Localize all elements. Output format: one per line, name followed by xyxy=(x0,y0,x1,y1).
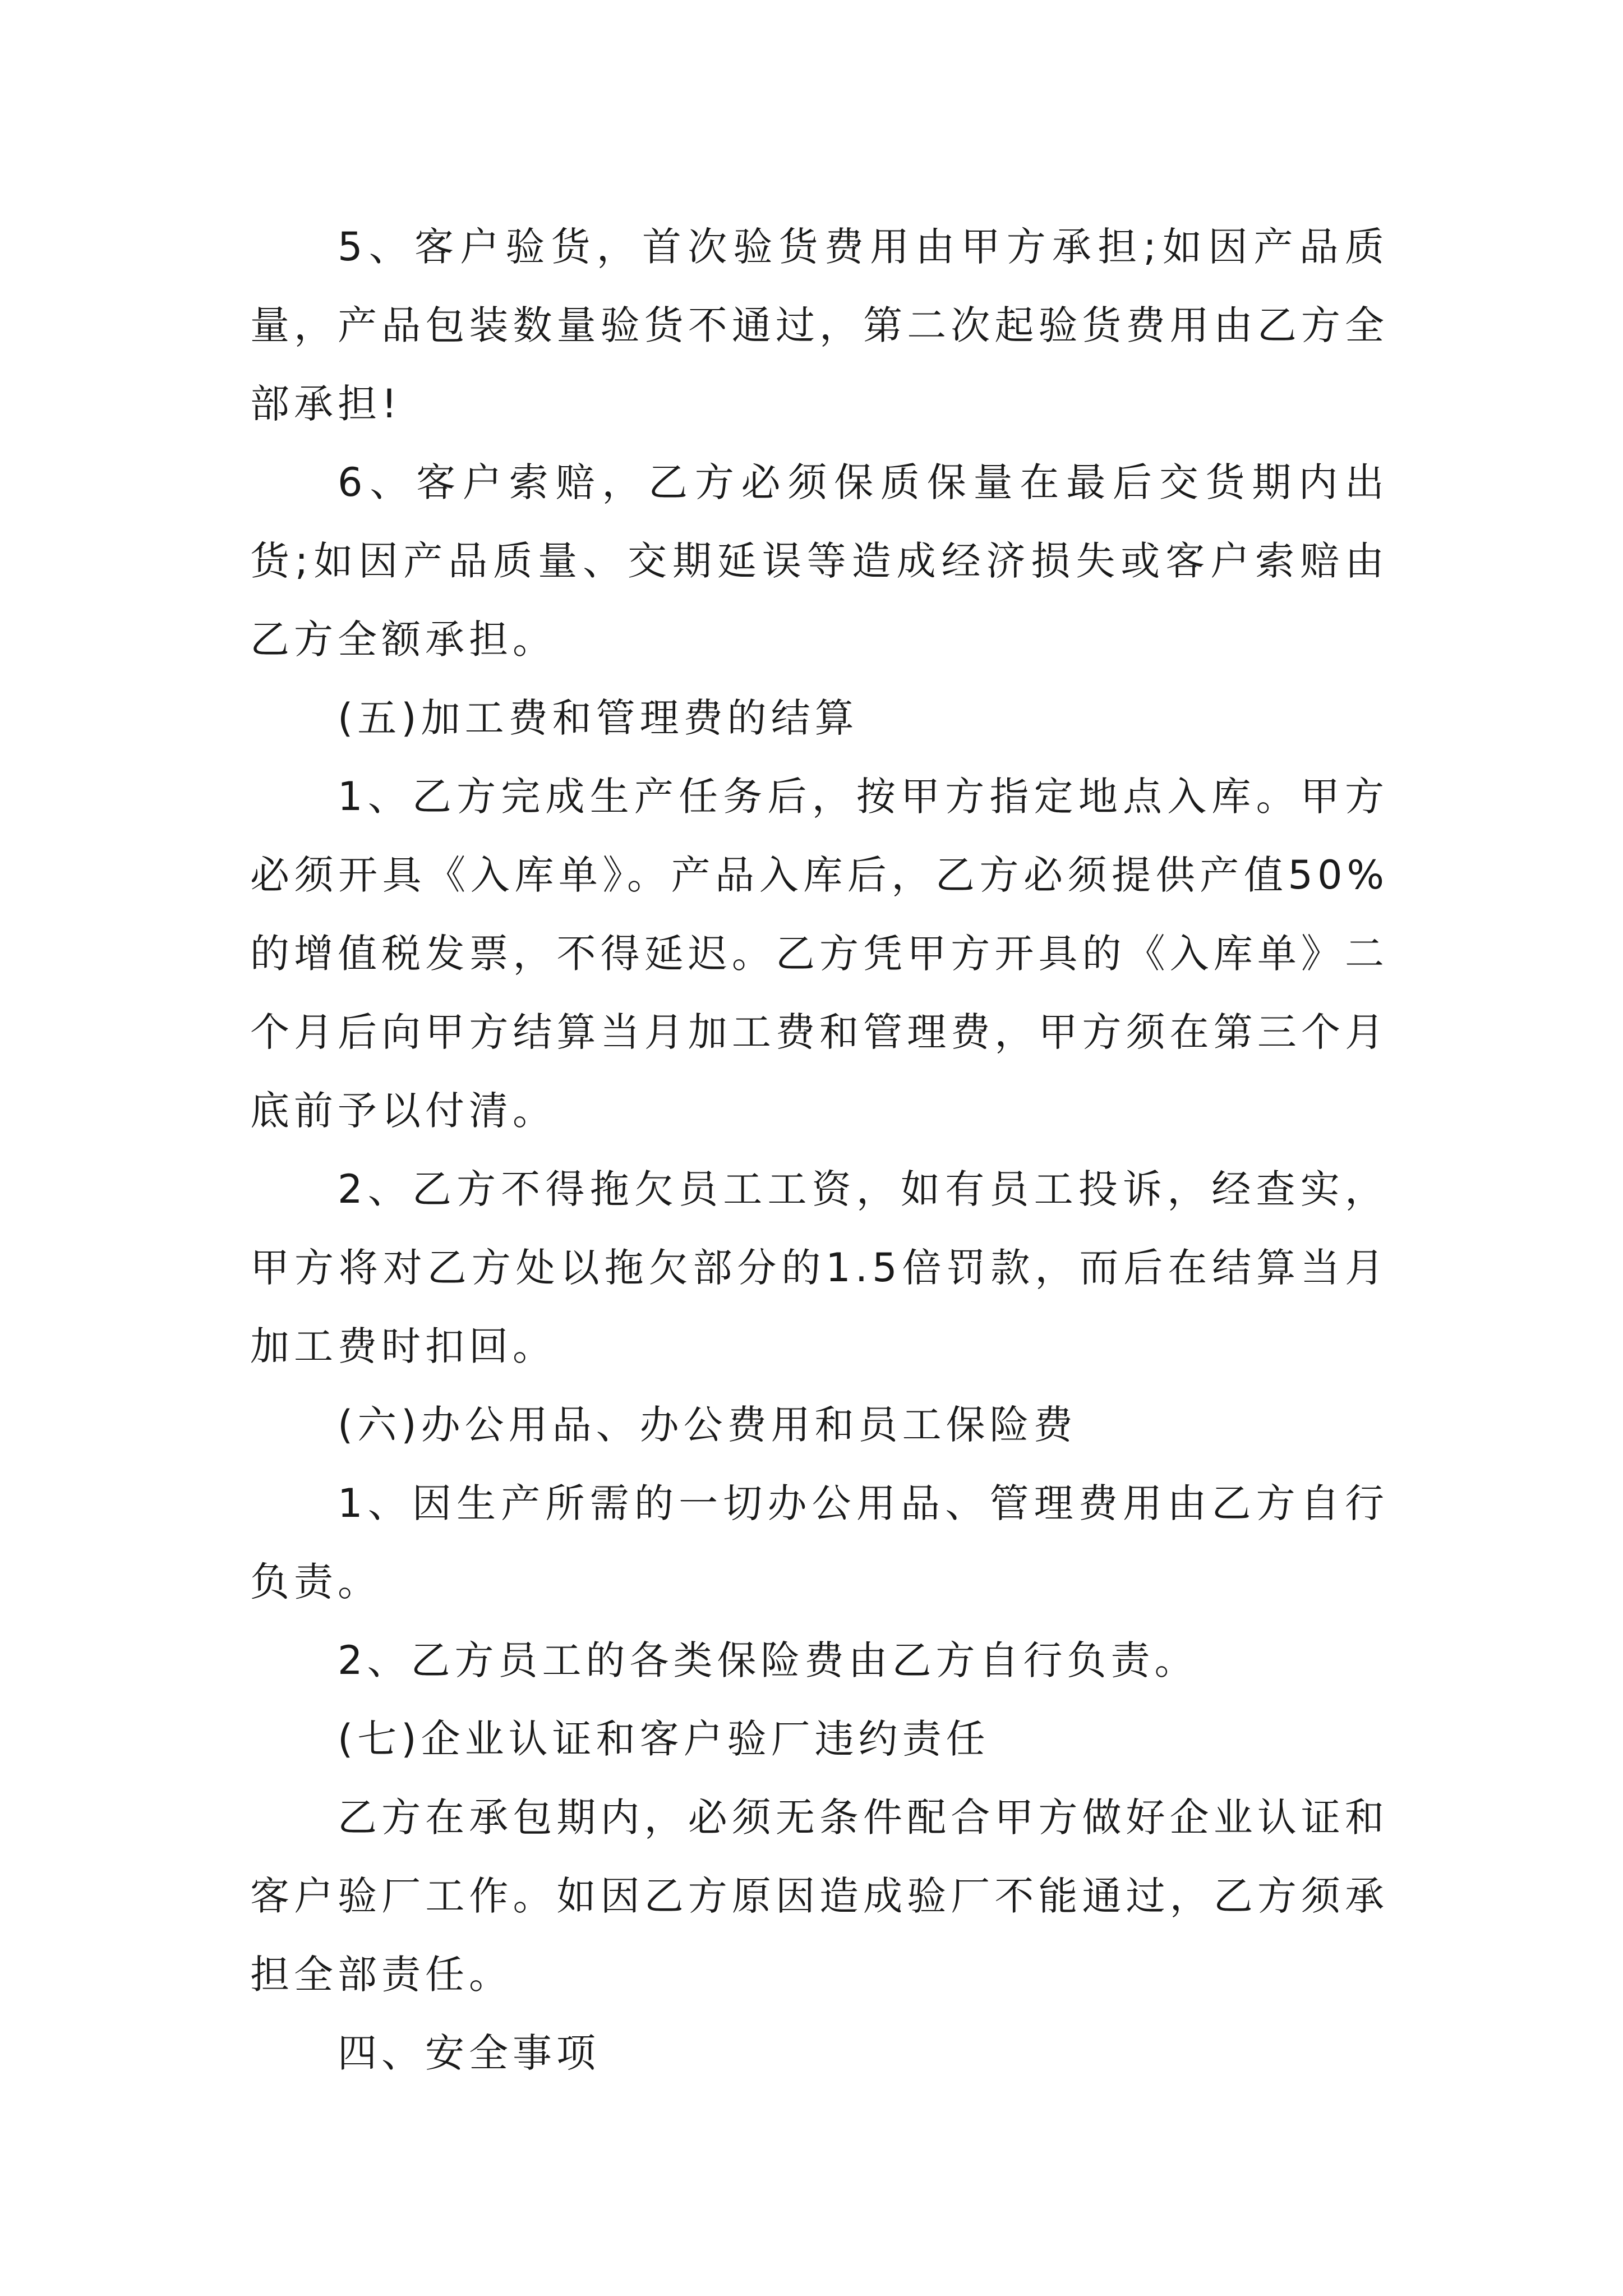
paragraph-certification-duty: 乙方在承包期内，必须无条件配合甲方做好企业认证和客户验厂工作。如因乙方原因造成验厂不能通过，乙方须承担全部责任。 xyxy=(250,1795,1389,1998)
document-body xyxy=(250,208,1389,2092)
paragraph-inspection-fee: 5、客户验货，首次验货费用由甲方承担;如因产品质量，产品包装数量验货不通过，第二次起验货费用由乙方全部承担! xyxy=(250,224,1389,427)
paragraph-office-supplies: 1、因生产所需的一切办公用品、管理费用由乙方自行负责。 xyxy=(250,1480,1389,1605)
section-heading-certification: (七)企业认证和客户验厂违约责任 xyxy=(338,1716,990,1762)
paragraph-customer-claims: 6、客户索赔，乙方必须保质保量在最后交货期内出货;如因产品质量、交期延误等造成经济损失或客户索赔由乙方全额承担。 xyxy=(250,459,1389,662)
paragraph-wage-arrears: 2、乙方不得拖欠员工工资，如有员工投诉，经查实，甲方将对乙方处以拖欠部分的1.5倍罚款，而后在结算当月加工费时扣回。 xyxy=(250,1166,1389,1369)
paragraph-employee-insurance: 2、乙方员工的各类保险费由乙方自行负责。 xyxy=(338,1637,1198,1683)
section-heading-safety: 四、安全事项 xyxy=(338,2030,600,2076)
section-heading-settlement: (五)加工费和管理费的结算 xyxy=(338,695,859,741)
section-heading-office-insurance: (六)办公用品、办公费用和员工保险费 xyxy=(338,1402,1077,1448)
paragraph-warehousing-settlement: 1、乙方完成生产任务后，按甲方指定地点入库。甲方必须开具《入库单》。产品入库后，乙方必须提供产值50%的增值税发票，不得延迟。乙方凭甲方开具的《入库单》二个月后向甲方结算当月加工费和管理费，甲方须在第三个月底前予以付清。 xyxy=(250,774,1389,1134)
